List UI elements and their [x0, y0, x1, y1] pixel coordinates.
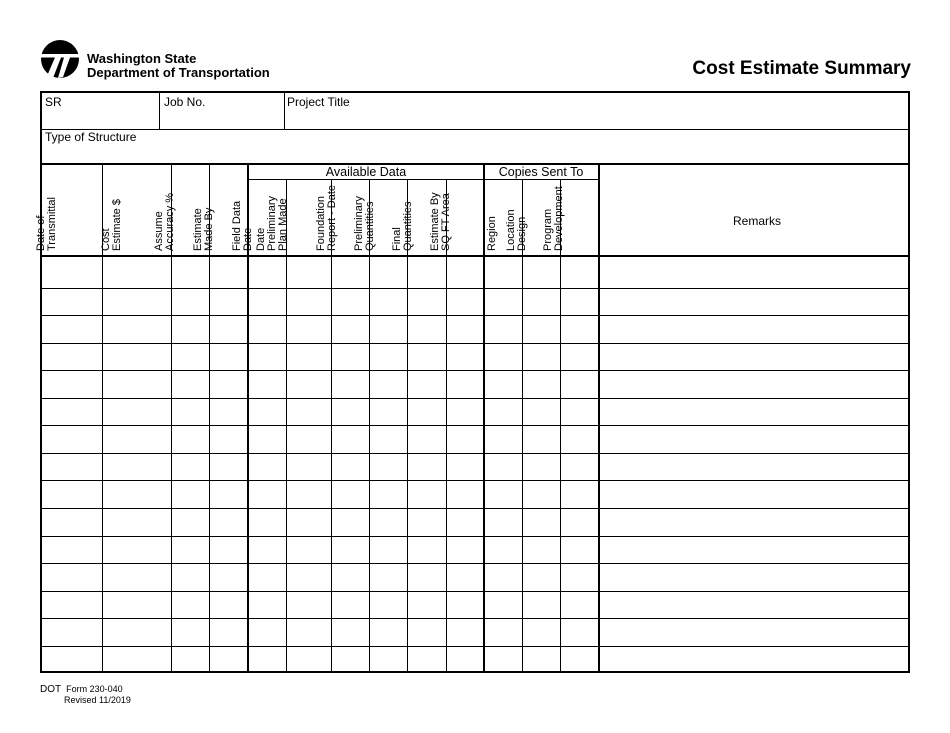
table-row [42, 536, 910, 537]
cost-estimate-form [35, 91, 910, 673]
wsdot-logo-icon [41, 40, 79, 78]
column-header-assume-accuracy: Assume Accuracy % [153, 192, 176, 251]
footer-revised: Revised 11/2019 [64, 695, 131, 705]
column-header-date-preliminary-plan-made: Date Preliminary Plan Made [255, 195, 289, 251]
table-row [42, 563, 910, 564]
footer-form-number: Form 230-040 [66, 684, 123, 694]
table-row [42, 618, 910, 619]
form-footer [40, 684, 131, 705]
available-data-header: Available Data [325, 165, 407, 179]
table-row [42, 646, 910, 647]
column-header-preliminary-quantities: Preliminary Quantities [353, 195, 376, 251]
column-header-region: Region [486, 216, 498, 251]
footer-agency: DOT [40, 684, 62, 695]
sr-label: SR [45, 95, 62, 109]
table-row [42, 508, 910, 509]
table-row [42, 591, 910, 592]
column-header-field-data-date: Field Data Date [231, 200, 254, 251]
column-header-cost-estimate: Cost Estimate $ [100, 199, 123, 251]
organization-name [87, 52, 270, 80]
table-row [42, 398, 910, 399]
table-row [42, 315, 910, 316]
organization-line-2: Department of Transportation [87, 65, 270, 80]
column-header-program-development: Program Development [542, 186, 565, 251]
type-of-structure-label: Type of Structure [45, 130, 137, 144]
project-title-label: Project Title [287, 95, 350, 109]
copies-sent-to-header: Copies Sent To [498, 165, 584, 179]
table-row [42, 370, 910, 371]
table-row [42, 343, 910, 344]
column-header-date-of-transmittal: Date of Transmittal [35, 197, 58, 251]
table-row [42, 453, 910, 454]
column-header-final-quantities: Final Quantities [391, 201, 414, 251]
table-row [42, 288, 910, 289]
column-header-location-design: Location Design [505, 209, 528, 251]
column-header-remarks: Remarks [733, 214, 782, 228]
column-header-estimate-by-sq-ft-area: Estimate By SQ FT Area [429, 192, 452, 251]
column-header-estimate-made-by: Estimate Made By [192, 207, 215, 251]
table-row [42, 480, 910, 481]
organization-line-1: Washington State [87, 51, 197, 66]
document-title: Cost Estimate Summary [692, 58, 911, 79]
table-row [42, 425, 910, 426]
column-header-foundation-report-date: Foundation Report - Date [315, 184, 338, 251]
job-no-label: Job No. [164, 95, 206, 109]
